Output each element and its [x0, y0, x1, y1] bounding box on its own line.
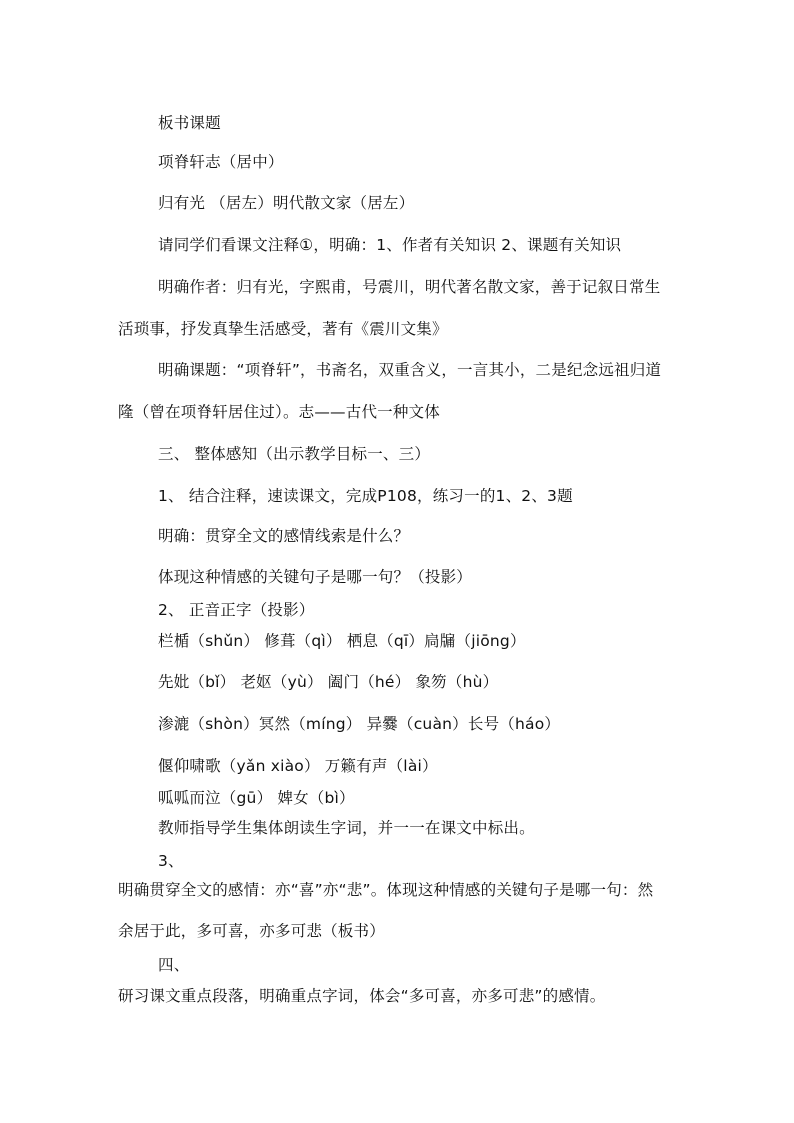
line-title-meaning-cont: 隆（曾在项脊轩居住过）。志——古代一种文体	[118, 403, 440, 421]
line-emotion: 明确贯穿全文的感情：亦“喜”亦“悲”。体现这种情感的关键句子是哪一句：然	[118, 881, 654, 899]
line-step-three: 3、	[158, 852, 184, 870]
line-emotion-cont: 余居于此，多可喜，亦多可悲（板书）	[118, 922, 385, 940]
line-section-three: 三、 整体感知（出示教学目标一、三）	[158, 445, 431, 463]
line-step-one: 1、 结合注释，速读课文，完成P108，练习一的1、2、3题	[158, 487, 573, 505]
line-study: 研习课文重点段落，明确重点字词，体会“多可喜，亦多可悲”的感情。	[118, 987, 606, 1005]
line-vocab-2: 先妣（bǐ） 老妪（yù） 阖门（hé） 象笏（hù）	[158, 673, 499, 691]
line-question-key: 体现这种情感的关键句子是哪一句？（投影）	[158, 568, 473, 586]
line-vocab-4: 偃仰啸歌（yǎn xiào） 万籁有声（lài）	[158, 757, 438, 775]
line-heading-board: 板书课题	[158, 114, 221, 132]
line-author-intro: 明确作者：归有光，字熙甫，号震川，明代著名散文家，善于记叙日常生	[158, 278, 661, 296]
line-vocab-3: 渗漉（shòn）冥然（míng） 异爨（cuàn）长号（háo）	[158, 715, 561, 733]
line-title-meaning: 明确课题：“项脊轩”，书斋名，双重含义，一言其小，二是纪念远祖归道	[158, 361, 662, 379]
line-vocab-5: 呱呱而泣（gū） 婢女（bì）	[158, 789, 355, 807]
line-teacher-guide: 教师指导学生集体朗读生字词，并一一在课文中标出。	[158, 819, 535, 837]
line-step-two: 2、 正音正字（投影）	[158, 601, 315, 619]
line-vocab-1: 栏楯（shǔn） 修葺（qì） 栖息（qī）扃牖（jiōng）	[158, 632, 526, 650]
line-author-intro-cont: 活琐事，抒发真挚生活感受，著有《震川文集》	[118, 320, 448, 338]
line-notes: 请同学们看课文注释①，明确：1、作者有关知识 2、课题有关知识	[158, 236, 622, 254]
line-question-thread: 明确：贯穿全文的感情线索是什么？	[158, 527, 410, 545]
line-title: 项脊轩志（居中）	[158, 153, 284, 171]
line-author: 归有光 （居左）明代散文家（居左）	[158, 194, 415, 212]
line-section-four: 四、	[158, 956, 190, 974]
